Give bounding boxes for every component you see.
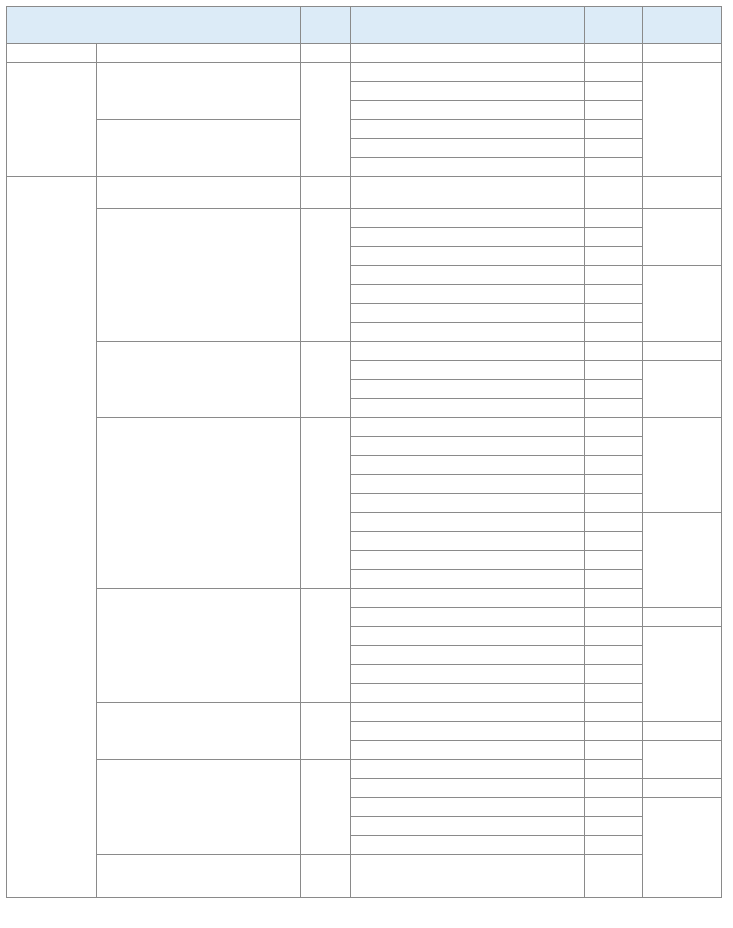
course-units <box>585 741 643 760</box>
table-row <box>7 418 722 437</box>
course-units <box>585 456 643 475</box>
course-name <box>351 760 585 779</box>
header-category <box>7 7 301 44</box>
course-name <box>351 627 585 646</box>
group-name <box>97 120 301 177</box>
min-units <box>301 760 351 855</box>
course-table <box>6 6 722 898</box>
course-units <box>585 323 643 342</box>
header-units <box>585 7 643 44</box>
course-name <box>351 247 585 266</box>
table-row <box>7 760 722 779</box>
remark-required <box>643 608 722 627</box>
course-units <box>585 532 643 551</box>
course-name <box>351 209 585 228</box>
table-row <box>7 209 722 228</box>
course-name <box>351 608 585 627</box>
remark-blank <box>643 361 722 418</box>
remark-required <box>643 44 722 63</box>
table-row <box>7 855 722 898</box>
course-name <box>351 703 585 722</box>
course-name <box>351 589 585 608</box>
remark-blank <box>643 627 722 722</box>
group-name <box>97 177 301 209</box>
course-name <box>351 570 585 589</box>
group-name <box>97 342 301 418</box>
course-units <box>585 627 643 646</box>
course-name <box>351 323 585 342</box>
course-units <box>585 437 643 456</box>
course-name <box>351 855 585 898</box>
min-units <box>301 63 351 177</box>
course-name <box>351 266 585 285</box>
min-units <box>301 177 351 209</box>
remark-required <box>643 722 722 741</box>
course-name <box>351 380 585 399</box>
group-name <box>97 703 301 760</box>
course-units <box>585 101 643 120</box>
course-name <box>351 722 585 741</box>
course-units <box>585 82 643 101</box>
group-name <box>97 855 301 898</box>
table-row <box>7 120 722 139</box>
remark-blank <box>643 266 722 342</box>
course-name <box>351 475 585 494</box>
group-name <box>97 589 301 703</box>
course-name <box>351 418 585 437</box>
course-table-body <box>7 7 722 898</box>
course-units <box>585 304 643 323</box>
course-units <box>585 589 643 608</box>
course-units <box>585 684 643 703</box>
course-units <box>585 228 643 247</box>
group-name <box>97 44 301 63</box>
course-units <box>585 361 643 380</box>
section-name <box>7 177 97 898</box>
course-units <box>585 779 643 798</box>
course-name <box>351 646 585 665</box>
course-name <box>351 342 585 361</box>
course-units <box>585 44 643 63</box>
course-units <box>585 418 643 437</box>
course-units <box>585 798 643 817</box>
remark-required <box>643 209 722 266</box>
course-units <box>585 266 643 285</box>
min-units <box>301 855 351 898</box>
course-name <box>351 684 585 703</box>
group-name <box>97 63 301 120</box>
course-units <box>585 120 643 139</box>
remark-blank <box>643 798 722 898</box>
section-name <box>7 44 97 63</box>
course-name <box>351 513 585 532</box>
course-units <box>585 551 643 570</box>
min-units <box>301 418 351 589</box>
course-units <box>585 703 643 722</box>
course-units <box>585 722 643 741</box>
course-name <box>351 741 585 760</box>
min-units <box>301 703 351 760</box>
course-name <box>351 399 585 418</box>
course-name <box>351 63 585 82</box>
course-units <box>585 177 643 209</box>
course-name <box>351 551 585 570</box>
course-name <box>351 158 585 177</box>
course-units <box>585 760 643 779</box>
course-name <box>351 494 585 513</box>
table-row <box>7 342 722 361</box>
remark-required <box>643 418 722 513</box>
course-units <box>585 285 643 304</box>
min-units <box>301 44 351 63</box>
course-units <box>585 665 643 684</box>
course-units <box>585 494 643 513</box>
remark-required <box>643 342 722 361</box>
course-name <box>351 101 585 120</box>
course-name <box>351 665 585 684</box>
course-units <box>585 570 643 589</box>
remark-interdisciplinary <box>643 63 722 177</box>
table-row <box>7 177 722 209</box>
min-units <box>301 589 351 703</box>
course-name <box>351 228 585 247</box>
course-units <box>585 817 643 836</box>
group-name <box>97 418 301 589</box>
course-units <box>585 513 643 532</box>
course-name <box>351 437 585 456</box>
course-units <box>585 380 643 399</box>
course-name <box>351 304 585 323</box>
course-units <box>585 646 643 665</box>
course-units <box>585 209 643 228</box>
course-units <box>585 608 643 627</box>
header-min-units <box>301 7 351 44</box>
header-subject-name <box>351 7 585 44</box>
min-units <box>301 342 351 418</box>
course-units <box>585 247 643 266</box>
header-remarks <box>643 7 722 44</box>
course-name <box>351 817 585 836</box>
course-name <box>351 779 585 798</box>
course-name <box>351 361 585 380</box>
course-units <box>585 139 643 158</box>
section-name <box>7 63 97 177</box>
course-name <box>351 139 585 158</box>
course-name <box>351 456 585 475</box>
course-units <box>585 342 643 361</box>
group-name <box>97 209 301 342</box>
table-header-row <box>7 7 722 44</box>
remark-blank <box>643 177 722 209</box>
course-name <box>351 82 585 101</box>
course-units <box>585 836 643 855</box>
remark-required <box>643 779 722 798</box>
course-name <box>351 285 585 304</box>
course-name <box>351 120 585 139</box>
remark-blank <box>643 741 722 779</box>
course-units <box>585 475 643 494</box>
group-name <box>97 760 301 855</box>
min-units <box>301 209 351 342</box>
course-name <box>351 177 585 209</box>
course-units <box>585 158 643 177</box>
remark-blank <box>643 513 722 608</box>
table-row <box>7 703 722 722</box>
course-name <box>351 532 585 551</box>
table-row <box>7 63 722 82</box>
course-units <box>585 855 643 898</box>
course-name <box>351 44 585 63</box>
course-units <box>585 63 643 82</box>
course-units <box>585 399 643 418</box>
course-table-container <box>6 6 722 898</box>
course-name <box>351 798 585 817</box>
table-row <box>7 44 722 63</box>
course-name <box>351 836 585 855</box>
table-row <box>7 589 722 608</box>
